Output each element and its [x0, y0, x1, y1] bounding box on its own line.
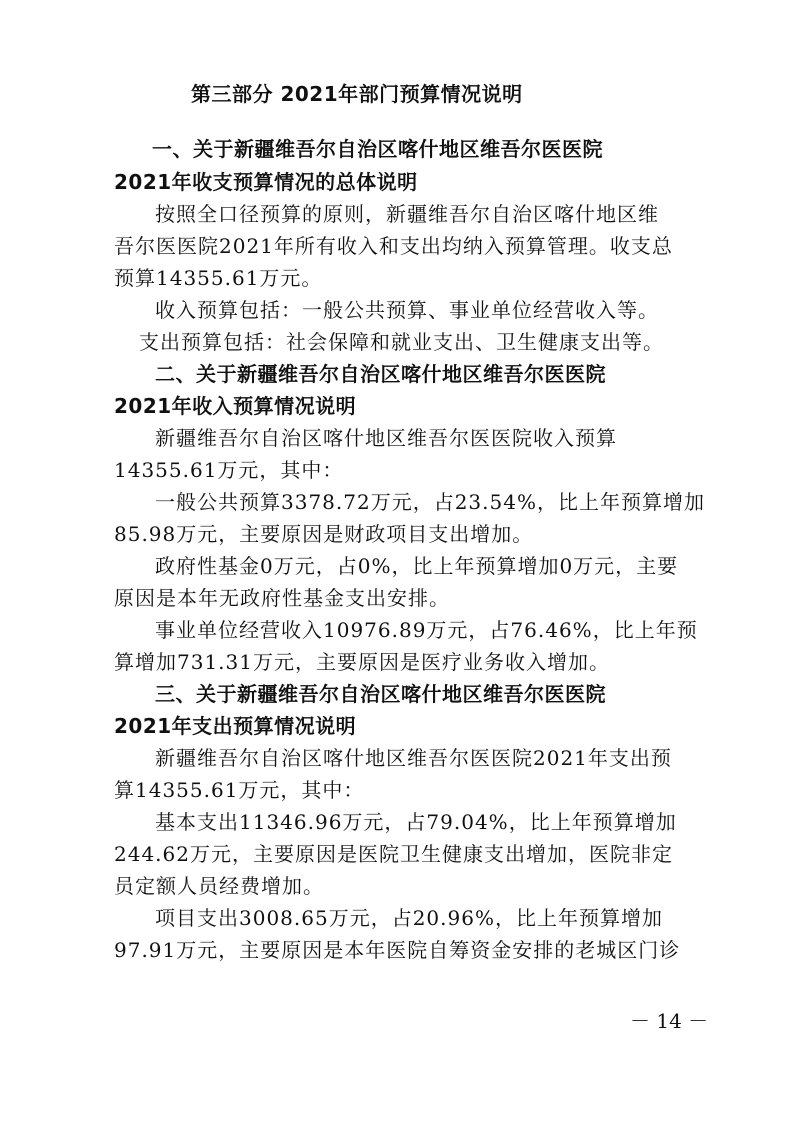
section2-heading-line2: 2021年收入预算情况说明 [114, 394, 357, 418]
section2-paragraph3-line2: 原因是本年无政府性基金支出安排。 [114, 586, 450, 610]
section1-paragraph1-line3: 预算14355.61万元。 [114, 266, 323, 290]
section2-paragraph1-line1: 新疆维吾尔自治区喀什地区维吾尔医医院收入预算 [155, 426, 617, 450]
section1-heading-line1: 一、关于新疆维吾尔自治区喀什地区维吾尔医医院 [152, 137, 603, 161]
section1-paragraph2: 收入预算包括：一般公共预算、事业单位经营收入等。 [155, 298, 659, 322]
section3-paragraph3-line2: 97.91万元，主要原因是本年医院自筹资金安排的老城区门诊 [114, 938, 681, 962]
page-number: － 14 － [630, 1009, 709, 1033]
section2-paragraph2-line1: 一般公共预算3378.72万元，占23.54%，比上年预算增加 [155, 490, 705, 514]
section2-paragraph2-line2: 85.98万元，主要原因是财政项目支出增加。 [114, 522, 534, 546]
section1-paragraph1-line1: 按照全口径预算的原则，新疆维吾尔自治区喀什地区维 [155, 202, 659, 226]
page-title: 第三部分 2021年部门预算情况说明 [191, 82, 523, 106]
section3-heading-line2: 2021年支出预算情况说明 [114, 714, 357, 738]
section1-paragraph3: 支出预算包括：社会保障和就业支出、卫生健康支出等。 [139, 330, 664, 354]
section2-paragraph1-line2: 14355.61万元，其中： [114, 458, 344, 482]
section3-heading-line1: 三、关于新疆维吾尔自治区喀什地区维吾尔医医院 [155, 682, 606, 706]
section3-paragraph3-line1: 项目支出3008.65万元，占20.96%，比上年预算增加 [155, 906, 663, 930]
section3-paragraph1-line2: 算14355.61万元，其中： [114, 778, 365, 802]
section2-paragraph4-line1: 事业单位经营收入10976.89万元，占76.46%，比上年预 [155, 618, 698, 642]
section3-paragraph1-line1: 新疆维吾尔自治区喀什地区维吾尔医医院2021年支出预 [155, 746, 672, 770]
section2-paragraph3-line1: 政府性基金0万元，占0%，比上年预算增加0万元，主要 [155, 554, 679, 578]
section3-paragraph2-line1: 基本支出11346.96万元，占79.04%，比上年预算增加 [155, 810, 677, 834]
section1-paragraph1-line2: 吾尔医医院2021年所有收入和支出均纳入预算管理。收支总 [114, 234, 673, 258]
section2-paragraph4-line2: 算增加731.31万元，主要原因是医疗业务收入增加。 [114, 650, 610, 674]
section2-heading-line1: 二、关于新疆维吾尔自治区喀什地区维吾尔医医院 [155, 362, 606, 386]
section1-heading-line2: 2021年收支预算情况的总体说明 [114, 170, 418, 194]
section3-paragraph2-line3: 员定额人员经费增加。 [114, 874, 324, 898]
section3-paragraph2-line2: 244.62万元，主要原因是医院卫生健康支出增加，医院非定 [114, 842, 673, 866]
